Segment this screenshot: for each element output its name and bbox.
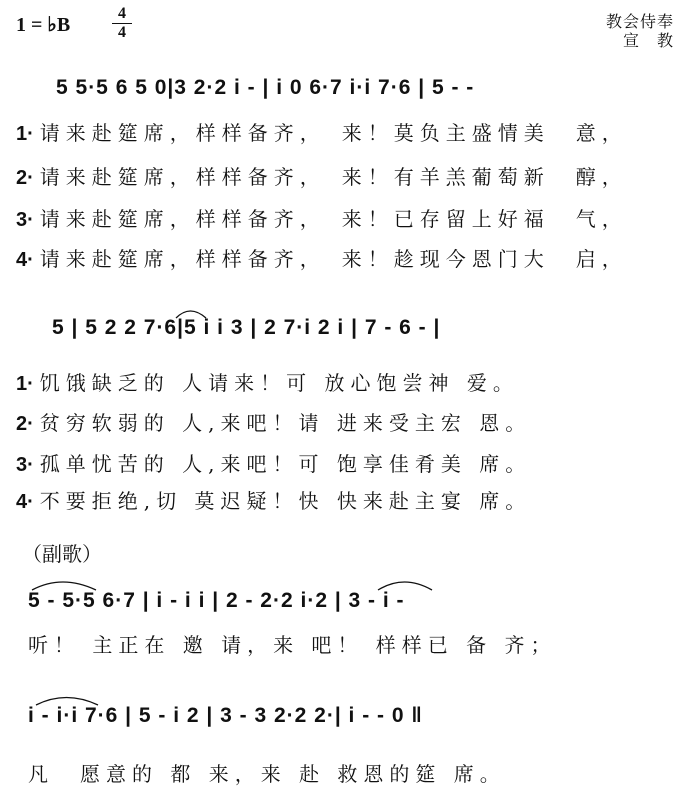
lyric-text: 饥饿缺乏的 人请来！可 放心饱尝神 爱。	[39, 371, 519, 395]
lyric-line-1-1	[16, 117, 628, 146]
verse-number: 4·	[16, 249, 34, 271]
lyric-text: 不要拒绝,切 莫迟疑！快 快来赴主宴 席。	[39, 489, 532, 513]
verse-number: 1·	[16, 123, 34, 145]
lyric-text: 贫穷软弱的 人,来吧！请 进来受主宏 恩。	[39, 411, 532, 435]
lyric-chorus-1: 听！ 主正在 邀 请，来 吧！ 样样已 备 齐；	[28, 633, 557, 657]
lyric-line-1-2	[16, 161, 628, 190]
notation-chorus-2: i - i·i 7·6 | 5 - i 2 | 3 - 3 2·2 2·| i - - 0 ‖	[28, 704, 423, 727]
attribution	[606, 12, 674, 50]
key-signature: 1 = ♭B	[16, 14, 71, 36]
lyric-line-2-2	[16, 407, 531, 436]
lyric-line-1-3	[16, 203, 628, 232]
verse-number: 4·	[16, 491, 34, 513]
notation-chorus-1: 5 - 5·5 6·7 | i - i i | 2 - 2·2 i·2 | 3 - i -	[28, 589, 405, 612]
attribution-line-2: 宣 教	[622, 31, 674, 50]
lyric-chorus-2: 凡 愿意的 都 来，来 赴 救恩的筵 席。	[28, 762, 506, 786]
notation-line-1: 5 5·5 6 5 0|3 2·2 i - | i 0 6·7 i·i 7·6 | 5 - -	[56, 76, 475, 99]
verse-number: 2·	[16, 413, 34, 435]
lyric-line-2-4	[16, 485, 531, 514]
lyric-text: 请来赴筵席，样样备齐， 来！莫负主盛情美 意，	[39, 121, 628, 145]
lyric-text: 请来赴筵席，样样备齐， 来！趁现今恩门大 启，	[39, 247, 628, 271]
meter-bottom: 4	[118, 24, 126, 41]
lyric-text: 请来赴筵席，样样备齐， 来！有羊羔葡萄新 醇，	[39, 165, 628, 189]
time-signature	[112, 6, 132, 41]
lyric-line-2-1	[16, 367, 519, 396]
verse-number: 2·	[16, 167, 34, 189]
lyric-line-2-3	[16, 448, 531, 477]
meter-top: 4	[118, 5, 126, 22]
verse-number: 3·	[16, 209, 34, 231]
attribution-line-1: 教会侍奉	[605, 12, 674, 31]
chorus-label: （副歌）	[22, 542, 102, 566]
lyric-text: 孤单忧苦的 人,来吧！可 饱享佳肴美 席。	[39, 452, 532, 476]
verse-number: 3·	[16, 454, 34, 476]
verse-number: 1·	[16, 373, 34, 395]
lyric-text: 请来赴筵席，样样备齐， 来！已存留上好福 气，	[39, 207, 628, 231]
notation-line-2: 5 | 5 2 2 7·6|5 i i 3 | 2 7·i 2 i | 7 - 6 - |	[52, 316, 441, 339]
lyric-line-1-4	[16, 243, 628, 272]
